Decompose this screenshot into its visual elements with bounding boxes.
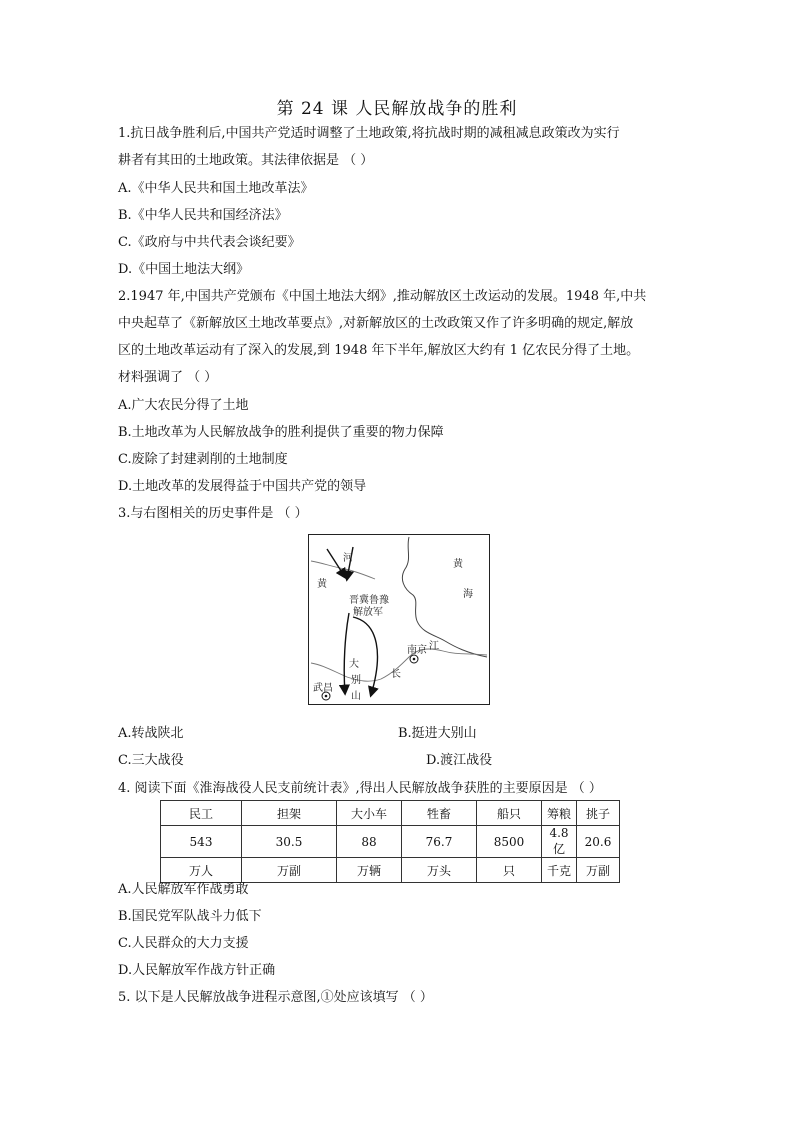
q2-stem-line-1: 2.1947 年,中国共产党颁布《中国土地法大纲》,推动解放区土改运动的发展。1948 年,中共: [118, 289, 647, 304]
q2-option-a: A.广大农民分得了土地: [118, 398, 249, 413]
q3-option-d: D.渡江战役: [426, 753, 493, 768]
table-cell: 88: [337, 826, 402, 858]
q1-stem-line-2: 耕者有其田的土地政策。其法律依据是 （ ）: [118, 153, 374, 168]
table-cell: 只: [477, 858, 542, 883]
table-header-row: [161, 801, 620, 826]
map-label-yellow-sea-2: 海: [463, 589, 473, 600]
table-header-cell: 民工: [161, 801, 242, 826]
table-cell: 万辆: [337, 858, 402, 883]
support-statistics-table: [160, 800, 620, 883]
q1-option-b: B.《中华人民共和国经济法》: [118, 208, 288, 223]
table-header-cell: 牲畜: [402, 801, 477, 826]
q4-option-d: D.人民解放军作战方针正确: [118, 963, 276, 978]
march-route-left: [344, 613, 349, 693]
q3-option-a: A.转战陕北: [118, 726, 184, 741]
table-cell: 76.7: [402, 826, 477, 858]
table-cell: 543: [161, 826, 242, 858]
table-header-cell: 担架: [242, 801, 337, 826]
q1-stem-line-1: 1.抗日战争胜利后,中国共产党适时调整了土地政策,将抗战时期的减租减息政策改为实行: [118, 126, 620, 141]
nanjing-dot: [413, 658, 416, 661]
table-header-cell: 挑子: [577, 801, 620, 826]
q2-option-d: D.土地改革的发展得益于中国共产党的领导: [118, 479, 367, 494]
q4-option-b: B.国民党军队战斗力低下: [118, 909, 262, 924]
map-label-dabie-2: 别: [351, 675, 361, 686]
q2-option-c: C.废除了封建剥削的土地制度: [118, 452, 288, 467]
q2-stem-line-4: 材料强调了 （ ）: [118, 370, 218, 385]
table-header-cell: 筹粮: [542, 801, 577, 826]
map-label-nanjing: 南京: [407, 645, 427, 656]
table-cell: 万人: [161, 858, 242, 883]
map-label-army-2: 解放军: [353, 607, 383, 618]
page-title: 第 24 课 人民解放战争的胜利: [276, 99, 518, 119]
q1-option-a: A.《中华人民共和国土地改革法》: [118, 181, 314, 196]
map-label-yellow-sea-1: 黄: [453, 559, 463, 570]
map-label-he: 河: [343, 553, 353, 564]
map-label-dabie-3: 山: [351, 691, 361, 702]
q2-option-b: B.土地改革为人民解放战争的胜利提供了重要的物力保障: [118, 425, 444, 440]
wuchang-dot: [325, 695, 328, 698]
dabie-mountain-map: [308, 534, 490, 705]
q5-stem: 5. 以下是人民解放战争进程示意图,①处应该填写 （ ）: [118, 990, 433, 1005]
q4-option-c: C.人民群众的大力支援: [118, 936, 249, 951]
map-label-army-1: 晋冀鲁豫: [349, 595, 389, 606]
q3-option-b: B.挺进大别山: [398, 726, 477, 741]
map-label-huang: 黄: [317, 579, 327, 590]
q3-option-c: C.三大战役: [118, 753, 184, 768]
table-cell: 30.5: [242, 826, 337, 858]
q4-option-a: A.人民解放军作战勇敢: [118, 882, 249, 897]
q1-option-d: D.《中国土地法大纲》: [118, 262, 250, 277]
coastline: [402, 537, 487, 657]
q2-stem-line-2: 中央起草了《新解放区土地改革要点》,对新解放区的土改政策又作了许多明确的规定,解放: [118, 316, 634, 331]
table-cell: 8500: [477, 826, 542, 858]
table-cell: 4.8亿: [542, 826, 577, 858]
map-label-jiang: 江: [429, 641, 439, 652]
table-cell: 万副: [242, 858, 337, 883]
table-cell: 万副: [577, 858, 620, 883]
table-header-cell: 大小车: [337, 801, 402, 826]
map-label-chang: 长: [391, 669, 401, 680]
q4-stem: 4. 阅读下面《淮海战役人民支前统计表》,得出人民解放战争获胜的主要原因是 （ ）: [118, 781, 602, 796]
map-label-wuchang: 武昌: [313, 683, 333, 694]
table-cell: 千克: [542, 858, 577, 883]
table-cell: 20.6: [577, 826, 620, 858]
q3-stem: 3.与右图相关的历史事件是 （ ）: [118, 506, 308, 521]
table-header-cell: 船只: [477, 801, 542, 826]
table-value-row: [161, 826, 620, 858]
table-cell: 万头: [402, 858, 477, 883]
map-label-dabie-1: 大: [349, 659, 359, 670]
q1-option-c: C.《政府与中共代表会谈纪要》: [118, 235, 301, 250]
q2-stem-line-3: 区的土地改革运动有了深入的发展,到 1948 年下半年,解放区大约有 1 亿农民分得了土地。: [118, 343, 640, 358]
